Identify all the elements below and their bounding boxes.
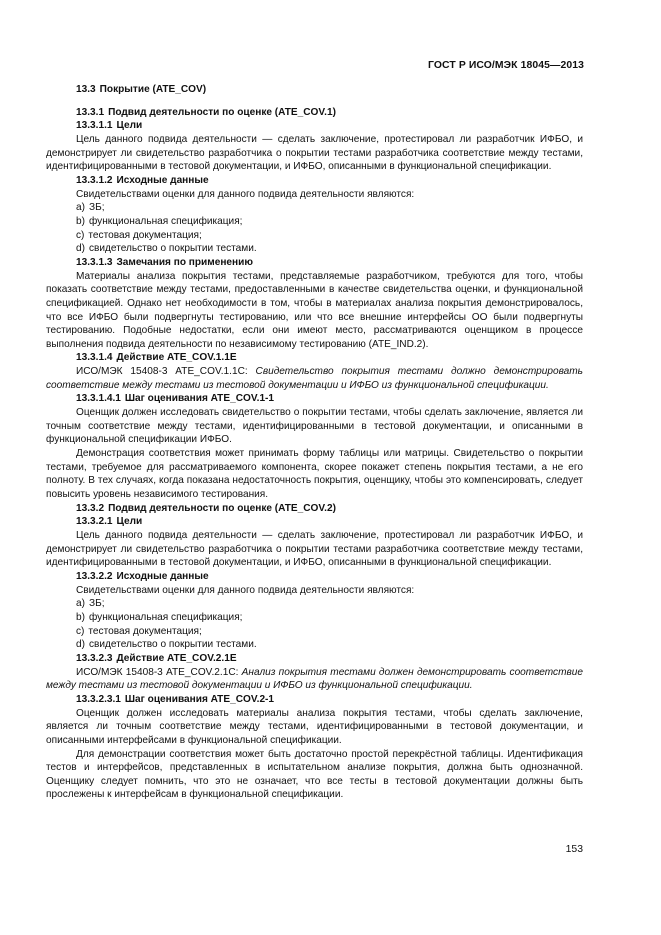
section-heading (46, 392, 583, 406)
paragraph: Материалы анализа покрытия тестами, представляемые разработчиком, требуются для того, чтобы показать соответствие между тестами, предоставленными в качестве свидетельства оценки, и функциональной спецификацией. Однако нет необходимости в том, чтобы в материалах анализа покрытия демонстрировалось, что все ИФБО были подвергнуты тестированию, или что все внешние интерфейсы ОО были подвергнуты тестированию. Подобные недостатки, если они имеют место, рассматриваются оценщиком в процессе выполнения подвида деятельности по независимому тестированию (ATE_IND.2). (46, 270, 583, 350)
section-heading (46, 351, 583, 365)
paragraph: Оценщик должен исследовать свидетельство о покрытии тестами, чтобы сделать заключение, является ли точным соответствие между тестами, идентифицированными в тестовой документации, и описанными в функциональной спецификации ИФБО. (46, 407, 583, 446)
requirement-paragraph (46, 666, 583, 693)
list-text: ЗБ; (88, 598, 105, 610)
list-marker: b) (76, 215, 85, 227)
list-text: ЗБ; (88, 202, 105, 214)
section-number: 13.3.1.4.1 (76, 393, 121, 405)
section-heading (46, 693, 583, 707)
list-text: свидетельство о покрытии тестами. (88, 243, 257, 255)
section-heading (46, 570, 583, 584)
list-text: тестовая документация; (88, 229, 202, 241)
section-number: 13.3.1.4 (76, 352, 113, 364)
list-marker: a) (76, 598, 85, 610)
list-item (46, 229, 583, 243)
paragraph: Демонстрация соответствия может принимать форму таблицы или матрицы. Свидетельство о покрытии тестами, требуемое для рассматриваемого компонента, скорее покажет степень покрытия тестами, а не его полноту. В тех случаях, когда показана недостаточность покрытия, оценщику, чтобы это компенсировать, следует повысить уровень независимого тестирования. (46, 448, 583, 501)
list-marker: a) (76, 202, 85, 214)
paragraph: Цель данного подвида деятельности — сделать заключение, протестировал ли разработчик ИФБО, и демонстрирует ли свидетельство разработчика о покрытии тестами разработчика соответствие между тестами, идентифицированными в тестовой документации, и ИФБО, описанными в функциональной спецификации. (46, 133, 583, 173)
section-title: Цели (116, 516, 143, 528)
section-title: Действие ATE_COV.2.1E (116, 652, 237, 664)
section-title: Подвид деятельности по оценке (ATE_COV.1) (108, 106, 336, 118)
list-item (46, 242, 583, 256)
section-number: 13.3.2.2 (76, 570, 113, 582)
requirement-text: Свидетельство покрытия тестами должно демонстрировать соответствие между тестами из тестовой документации и ИФБО из функциональной спецификации. (46, 366, 583, 391)
section-title: Действие ATE_COV.1.1E (116, 352, 237, 364)
section-title: Цели (116, 120, 143, 132)
section-title: Подвид деятельности по оценке (ATE_COV.2) (108, 502, 336, 514)
section-heading (46, 502, 583, 516)
list-item (46, 597, 583, 611)
list-text: функциональная спецификация; (88, 611, 243, 623)
section-title: Шаг оценивания ATE_COV.1-1 (124, 393, 275, 405)
section-number: 13.3.2.3 (76, 652, 113, 664)
list-item (46, 215, 583, 229)
list-text: свидетельство о покрытии тестами. (88, 639, 257, 651)
document-body (46, 83, 583, 802)
list-item (46, 638, 583, 652)
list-marker: c) (76, 625, 85, 637)
section-heading (46, 652, 583, 666)
section-number: 13.3.1.1 (76, 120, 113, 132)
section-title: Покрытие (ATE_COV) (99, 84, 207, 95)
list-item (46, 625, 583, 639)
section-heading (46, 174, 583, 188)
paragraph: Цель данного подвида деятельности — сделать заключение, протестировал ли разработчик ИФБО, и демонстрирует ли свидетельство разработчика о покрытии тестами разработчика соответствие между тестами, идентифицированными в тестовой документации, и ИФБО, описанными в функциональной спецификации. (46, 530, 583, 569)
section-number: 13.3.2.1 (76, 516, 113, 528)
paragraph: Для демонстрации соответствия может быть достаточно простой перекрёстной таблицы. Идентификация тестов и интерфейсов, представленных в испытательном анализе покрытия, должна быть однозначной. Оценщику следует помнить, что это не означает, что все тесты в тестовой документации должны быть прослежены к интерфейсам в функциональной спецификации. (46, 748, 583, 801)
list-text: тестовая документация; (88, 625, 202, 637)
requirement-paragraph (46, 365, 583, 392)
requirement-reference: ИСО/МЭК 15408-3 ATE_COV.2.1C: (76, 666, 242, 678)
section-heading (46, 256, 583, 270)
section-title: Замечания по применению (116, 256, 253, 268)
paragraph: Свидетельствами оценки для данного подвида деятельности являются: (76, 584, 415, 596)
section-number: 13.3.1.2 (76, 174, 113, 186)
section-number: 13.3.1.3 (76, 256, 113, 268)
page-number: 153 (565, 844, 583, 855)
section-number: 13.3.1 (76, 106, 105, 118)
section-heading (46, 83, 583, 97)
section-number: 13.3.2 (76, 502, 105, 514)
list-item (46, 611, 583, 625)
section-heading (46, 119, 583, 133)
section-title: Исходные данные (116, 570, 209, 582)
paragraph: Свидетельствами оценки для данного подвида деятельности являются: (76, 188, 415, 200)
section-number: 13.3.2.3.1 (76, 693, 121, 705)
list-marker: b) (76, 611, 85, 623)
list-text: функциональная спецификация; (88, 215, 243, 227)
section-heading (46, 106, 583, 120)
section-title: Шаг оценивания ATE_COV.2-1 (124, 693, 275, 705)
requirement-reference: ИСО/МЭК 15408-3 ATE_COV.1.1C: (76, 366, 256, 378)
document-header: ГОСТ Р ИСО/МЭК 18045—2013 (428, 60, 584, 71)
list-marker: d) (76, 243, 85, 255)
list-marker: c) (76, 229, 85, 241)
requirement-text: Анализ покрытия тестами должен демонстрировать соответствие между тестами из тестовой документации и ИФБО из функциональной спецификации. (46, 666, 583, 692)
list-marker: d) (76, 639, 85, 651)
section-title: Исходные данные (116, 174, 209, 186)
section-heading (46, 515, 583, 529)
paragraph: Оценщик должен исследовать материалы анализа покрытия тестами, чтобы сделать заключение, является ли точным соответствие между тестами, идентифицированными в тестовой документации, и описанными интерфейсами в функциональной спецификации. (46, 707, 583, 746)
list-item (46, 201, 583, 215)
section-number: 13.3 (76, 84, 96, 95)
